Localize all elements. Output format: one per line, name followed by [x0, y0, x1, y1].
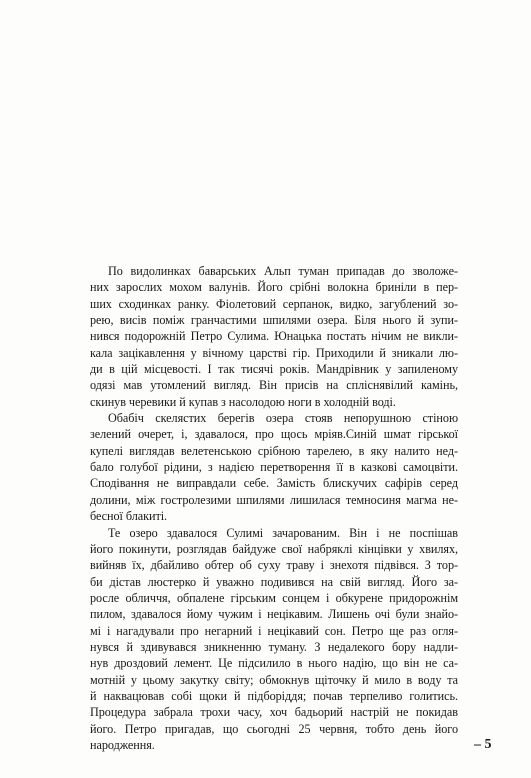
text-line: бесної блакиті.: [90, 509, 168, 524]
text-line: нув дроздовий лемент. Це підсилило в нього надію, що він не са-: [90, 656, 458, 671]
text-line: нився подорожній Петро Сулима. Юнацька постать нічим не викли-: [90, 329, 458, 344]
text-line: По видолинках баварських Альп туман припадав до зволоже-: [108, 264, 458, 278]
text-line: нувся й здивувався зникненню туману. З недалекого бору надли-: [90, 639, 458, 654]
text-line: Обабіч скелястих берегів озера стояв непорушною стіною: [108, 411, 458, 426]
text-line: рею, висів поміж гранчастими шпилями озера. Біля нього й зупи-: [90, 313, 458, 328]
text-line: мі і нагадували про негарний і нецікавий сон. Петро ще раз огля-: [90, 623, 458, 638]
text-line: його покинути, розглядав байдуже свої набряклі кінцівки у хвилях,: [90, 541, 458, 556]
page-number: – 5: [474, 737, 492, 752]
text-line: би дістав люстерко й уважно подивився на свій вигляд. Його за-: [90, 574, 458, 589]
text-line: них зарослих мохом валунів. Його срібні волокна бриніли в пер-: [90, 280, 458, 295]
text-line: Те озеро здавалося Сулимі зачарованим. Він і не поспішав: [108, 525, 458, 540]
text-line: ших сходинках ранку. Фіолетовий серпанок, видко, загублений зо-: [90, 296, 458, 311]
text-line: пилом, здавалося йому чужим і нецікавим. Лишень очі були знайо-: [90, 607, 458, 622]
text-line: бало голубої рідини, з надією перетворення її в казкові самоцвіти.: [90, 460, 458, 475]
paragraph-3: [90, 525, 458, 754]
text-line: його. Петро пригадав, що сьогодні 25 червня, тобто день його: [90, 721, 458, 736]
body-text: [90, 263, 458, 753]
text-line: мотній у цьому закутку світу; обмокнув щіточку й мило в воду та: [90, 672, 458, 687]
text-line: Процедура забрала трохи часу, хоч бадьорий настрій не покидав: [90, 705, 458, 720]
paragraph-2: [90, 410, 458, 524]
text-line: вийняв їх, дбайливо обтер об суху траву і знехотя підвівся. З тор-: [90, 558, 458, 573]
paragraph-1: [90, 263, 458, 410]
text-line: купелі виглядав велетенською срібною тарелею, в яку налито нед-: [90, 443, 458, 458]
text-line: зелений очерет, і, здавалося, про щось мріяв.Синій шмат гірської: [90, 427, 458, 442]
text-line: народження.: [90, 737, 155, 752]
text-line: скинув черевики й купав з насолодою ноги в холодній воді.: [90, 394, 396, 409]
text-line: одязі мав утомлений вигляд. Він присів на спліснявілий камінь,: [90, 378, 458, 393]
text-line: долини, між гостролезими шпилями лишилася темносиня магма не-: [90, 492, 458, 507]
text-line: й наквацював собі щоки й підборіддя; почав терпеливо голитись.: [90, 688, 458, 703]
text-line: Сподівання не виправдали себе. Замість блискучих сафірів серед: [90, 476, 458, 491]
text-line: кала зацікавлення у вічному царстві гір. Приходили й зникали лю-: [90, 345, 458, 360]
text-line: ди в цій місцевості. І так тисячі років. Мандрівник у запиленому: [90, 362, 458, 377]
text-line: росле обличчя, обпалене гірським сонцем і обкурене придорожнім: [90, 590, 458, 605]
